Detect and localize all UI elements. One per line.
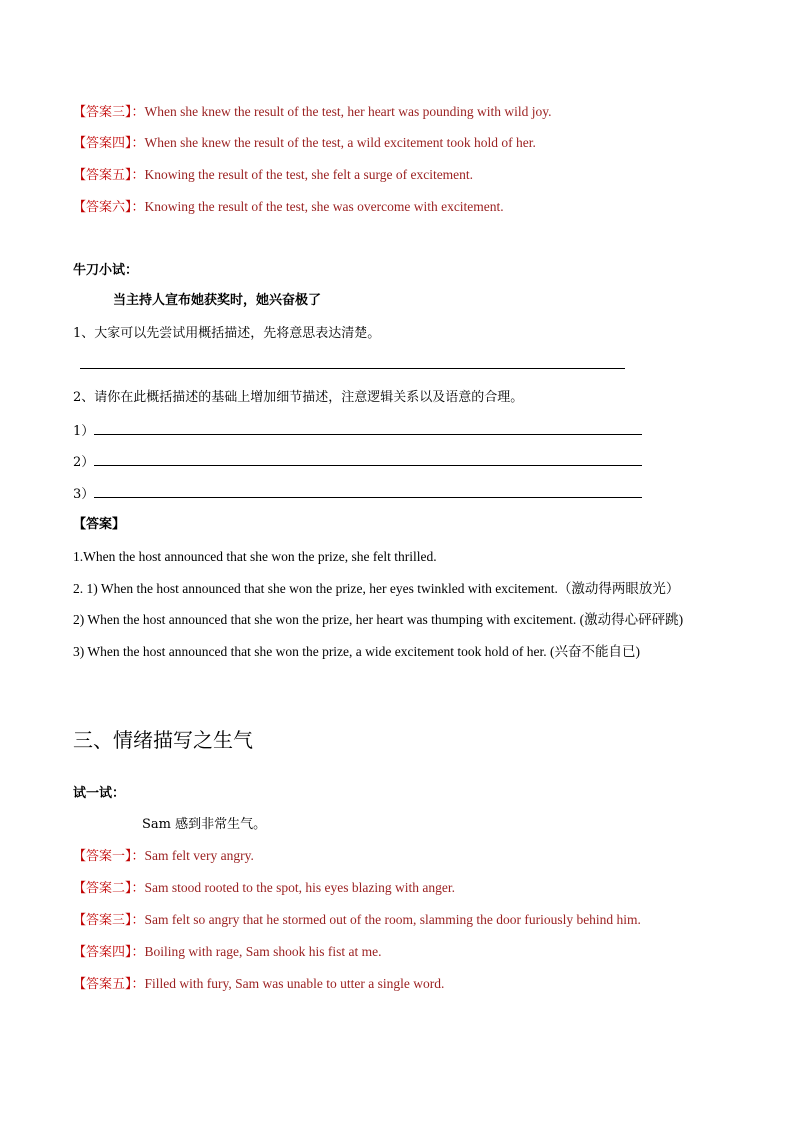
answer-tag: 【答案二】： [73,881,145,896]
blank-label: 1） [73,424,95,439]
answer-tag: 【答案五】： [73,168,145,183]
answer-tag: 【答案三】： [73,105,145,120]
question-1: 1、大家可以先尝试用概括描述，先将意思表达清楚。 [73,326,381,341]
answer-text: Knowing the result of the test, she felt a surge of excitement. [144,167,474,182]
answer-line [73,134,536,153]
answer-tag: 【答案一】： [73,849,145,864]
answer-section-title: 【答案】 [73,517,126,532]
answer-tag: 【答案五】： [73,977,145,992]
answer-text: Boiling with rage, Sam shook his fist at me. [144,944,382,959]
blank-label: 2） [73,455,95,470]
answer-line [73,911,641,930]
answer-line [73,879,455,898]
answer-text: When she knew the result of the test, her heart was pounding with wild joy. [144,104,552,119]
answer-text: When she knew the result of the test, a wild excitement took hold of her. [144,135,536,150]
answer-tag: 【答案三】： [73,913,145,928]
answer-line [73,198,504,217]
answer-line [73,975,444,994]
section-heading: 三、情绪描写之生气 [73,728,253,752]
practice-title: 牛刀小试： [73,263,139,278]
practice-prompt: 当主持人宣布她获奖时，她兴奋极了 [113,293,322,308]
answer-text: Sam stood rooted to the spot, his eyes blazing with anger. [144,880,455,895]
question-2: 2、请你在此概括描述的基础上增加细节描述，注意逻辑关系以及语意的合理。 [73,390,524,405]
answer-tag: 【答案六】： [73,200,145,215]
answer-line [73,103,552,122]
answer-text-line: 3) When the host announced that she won the prize, a wide excitement took hold of her. (兴奋不能自已) [73,644,640,659]
try-title: 试一试： [73,786,126,801]
answer-text: Sam felt so angry that he stormed out of the room, slamming the door furiously behind him. [144,912,641,927]
answer-tag: 【答案四】： [73,136,145,151]
answer-text-line: 2) When the host announced that she won the prize, her heart was thumping with excitement. (激动得心砰砰跳) [73,612,684,627]
answer-tag: 【答案四】： [73,945,145,960]
answer-blank[interactable] [94,453,642,466]
blank-line [73,453,642,472]
answer-text: Knowing the result of the test, she was overcome with excitement. [144,199,504,214]
blank-line [73,422,642,441]
answer-blank-summary[interactable] [80,356,625,375]
blank-line [73,485,642,504]
answer-text: Filled with fury, Sam was unable to utter a single word. [144,976,445,991]
blank-label: 3） [73,487,95,502]
answer-text-line: 1.When the host announced that she won the prize, she felt thrilled. [73,549,437,564]
answer-blank[interactable] [94,422,642,435]
answer-line [73,166,473,185]
answer-blank[interactable] [94,485,642,498]
answer-text: Sam felt very angry. [144,848,254,863]
answer-text-line: 2. 1) When the host announced that she won the prize, her eyes twinkled with excitement.（激动得两眼放光） [73,581,680,596]
answer-line [73,943,382,962]
answer-line [73,847,254,866]
try-prompt: Sam 感到非常生气。 [142,817,267,832]
